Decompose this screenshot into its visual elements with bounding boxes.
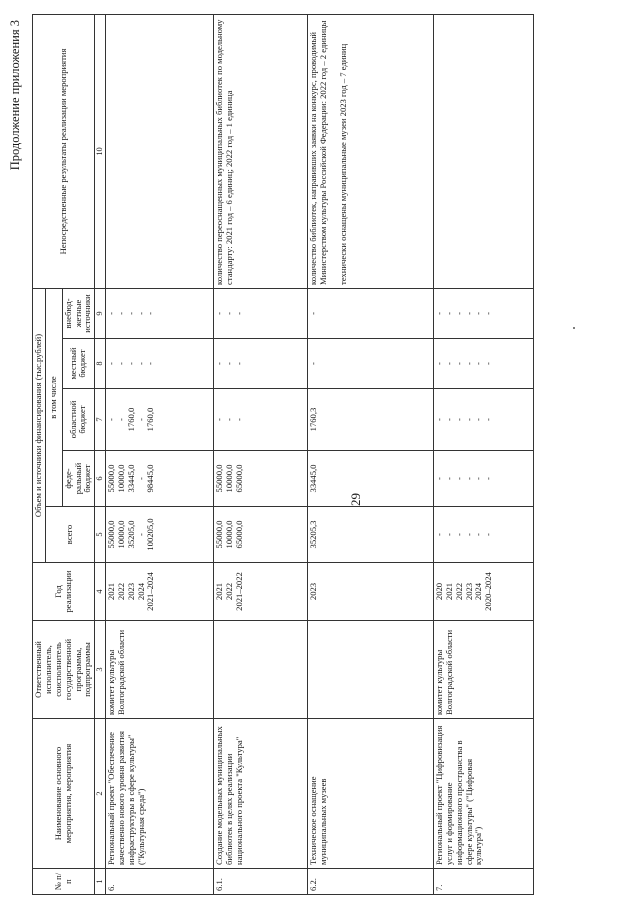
- col-number: 10: [95, 14, 106, 288]
- row-local: - - - - - -: [433, 339, 533, 389]
- row-results: [105, 14, 213, 288]
- row-num: 7.: [433, 869, 533, 895]
- row-results: количество переоснащенных муниципальных библиотек по модельному стандарту: 2021 год – 6 единиц; 2022 год – 1 единица: [213, 14, 307, 288]
- row-local: - - -: [213, 339, 307, 389]
- row-extra: -: [307, 288, 433, 338]
- header-total: всего: [45, 507, 94, 563]
- row-years: 2020 2021 2022 2023 2024 2020–2024: [433, 563, 533, 621]
- col-number: 6: [95, 451, 106, 507]
- header-local: местный бюджет: [62, 339, 95, 389]
- row-federal: - - - - - -: [433, 451, 533, 507]
- row-extra: - - - - - -: [433, 288, 533, 338]
- row-name: Региональный проект "Обеспечение качественно нового уровня развития инфраструктуры в сфере культуры" ("Культурная среда"): [105, 719, 213, 869]
- row-name: Создание модельных муниципальных библиотек в целях реализации национального проекта "Культура": [213, 719, 307, 869]
- row-results: [307, 14, 433, 288]
- row-results-text: количество библиотек, направивших заявки на конкурс, проводимый Министерством культуры Российской Федерации: 2022 год – 2 единицы: [307, 20, 328, 285]
- row-name: Техническое оснащение муниципальных музеев: [307, 719, 433, 869]
- col-number: 1: [95, 869, 106, 895]
- table-row: [213, 14, 307, 894]
- row-extra: - - -: [213, 288, 307, 338]
- row-federal: 33445,0: [307, 451, 433, 507]
- appendix-caption: Продолжение приложения 3: [8, 20, 22, 171]
- row-total: - - - - - -: [433, 507, 533, 563]
- row-name: Региональный проект "Цифровизация услуг и формирование информационного пространства в сфере культуры" ("Цифровая культура"): [433, 719, 533, 869]
- table-row: [433, 14, 533, 894]
- row-num: 6.: [105, 869, 213, 895]
- row-executor: комитет культуры Волгоградской области: [433, 621, 533, 719]
- row-executor: [307, 621, 433, 719]
- header-num: № п/п: [33, 869, 95, 895]
- page-number: 29: [348, 493, 363, 506]
- row-num: 6.2.: [307, 869, 433, 895]
- row-local: -: [307, 339, 433, 389]
- col-number: 8: [95, 339, 106, 389]
- table-row: [307, 14, 433, 894]
- col-number: 5: [95, 507, 106, 563]
- header-funding: Объем и источники финансирования (тыс.рублей): [33, 288, 46, 562]
- header-year: Год реализации: [33, 563, 95, 621]
- col-number: 7: [95, 389, 106, 451]
- row-regional: 1760,3: [307, 389, 433, 451]
- row-years: 2023: [307, 563, 433, 621]
- row-total: 55000,0 10000,0 35205,0 - 100205,0: [105, 507, 213, 563]
- row-regional: - - - - - -: [433, 389, 533, 451]
- program-table: [32, 14, 534, 895]
- col-number: 2: [95, 719, 106, 869]
- row-extra: - - - - -: [105, 288, 213, 338]
- header-in-that: в том числе: [45, 288, 62, 506]
- row-local: - - - - -: [105, 339, 213, 389]
- row-results-text-2: технически оснащены муниципальные музеи 2023 год – 7 единиц: [337, 43, 348, 285]
- table-row: [105, 14, 213, 894]
- row-regional: - - -: [213, 389, 307, 451]
- row-federal: 55000,0 10000,0 33445,0 - 98445,0: [105, 451, 213, 507]
- col-number: 3: [95, 621, 106, 719]
- col-number: 4: [95, 563, 106, 621]
- row-num: 6.1.: [213, 869, 307, 895]
- header-regional: областной бюджет: [62, 389, 95, 451]
- row-federal: 55000,0 10000,0 65000,0: [213, 451, 307, 507]
- stray-dot: [573, 327, 575, 329]
- col-number: 9: [95, 288, 106, 338]
- row-years: 2021 2022 2023 2024 2021–2024: [105, 563, 213, 621]
- row-years: 2021 2022 2021–2022: [213, 563, 307, 621]
- row-total: 35205,3: [307, 507, 433, 563]
- header-results: Непосредственные результаты реализации мероприятия: [33, 14, 95, 288]
- row-executor: [213, 621, 307, 719]
- header-executor: Ответственный исполнитель, соисполнитель государственной программы, подпрограммы: [33, 621, 95, 719]
- row-regional: - - 1760,0 - 1760,0: [105, 389, 213, 451]
- row-results: [433, 14, 533, 288]
- row-executor: комитет культуры Волгоградской области: [105, 621, 213, 719]
- header-name: Наименование основного мероприятия, мероприятия: [33, 719, 95, 869]
- header-federal: феде-ральный бюджет: [62, 451, 95, 507]
- header-extra: внебюд-жетные источники: [62, 288, 95, 338]
- row-total: 55000,0 10000,0 65000,0: [213, 507, 307, 563]
